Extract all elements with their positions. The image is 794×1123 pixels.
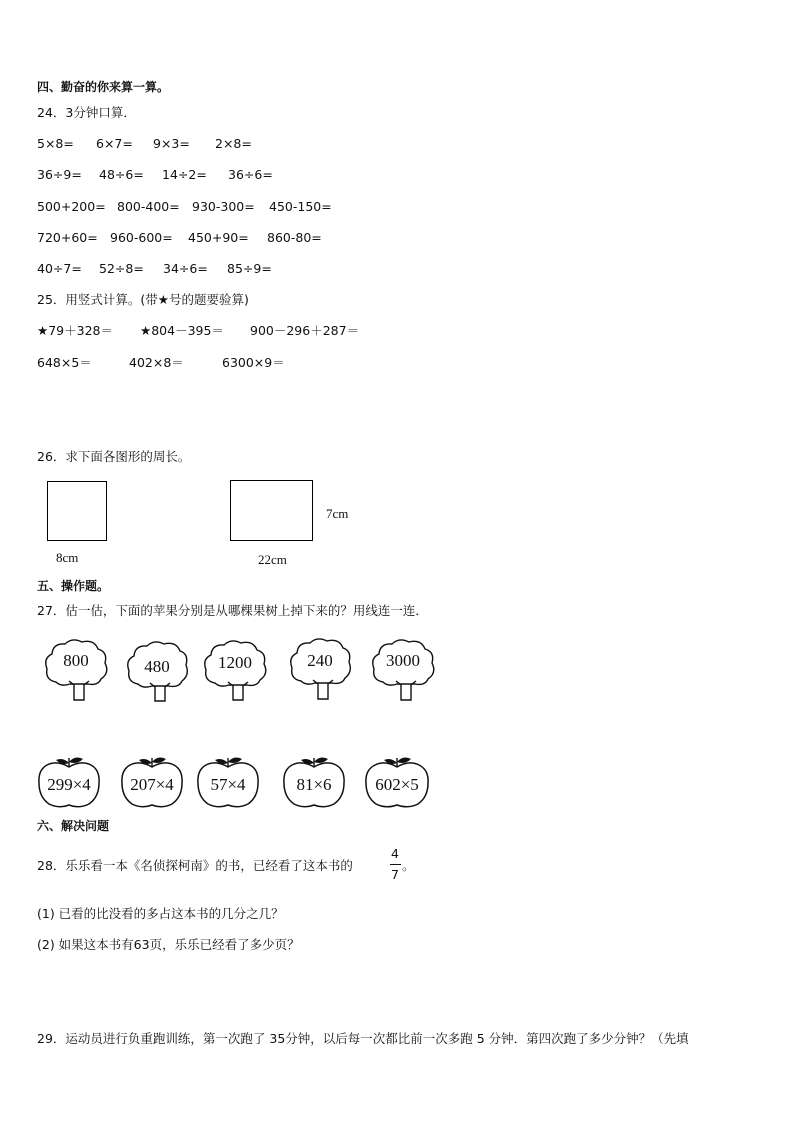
q24-item: 34÷6= [163,261,208,276]
rectangle-height-label: 7cm [326,506,349,521]
tree [42,638,110,704]
rectangle-width-label: 22cm [258,552,287,567]
apple-label: 602×5 [375,775,419,794]
q24-item: 36÷9= [37,167,82,182]
apple [282,755,346,809]
tree-label: 3000 [386,651,420,670]
q25-item: 648×5＝ [37,355,92,370]
q24-item: 6×7= [96,136,133,151]
q24-item: 14÷2= [162,167,207,182]
apple [364,755,430,809]
q24-title: 24．3分钟口算． [37,105,136,120]
tree-label: 1200 [218,653,252,672]
tree [124,640,190,704]
tree-icon [42,638,110,704]
q24-item: 860-80= [267,230,322,245]
rectangle-figure [230,480,313,541]
section-6-title: 六、解决问题 [37,819,110,833]
q25-item: ★804－395＝ [140,323,224,338]
apple-label: 207×4 [130,775,174,794]
q28-sub2: (2) 如果这本书有63页，乐乐已经看了多少页？ [37,937,300,952]
q24-item: 5×8= [37,136,74,151]
q24-item: 800-400= [117,199,180,214]
q24-item: 930-300= [192,199,255,214]
apple [196,755,260,809]
fraction-denominator: 7 [391,867,399,882]
q24-item: 2×8= [215,136,252,151]
section-4-title: 四、勤奋的你来算一算。 [37,80,170,94]
q25-item: ★79＋328＝ [37,323,113,338]
q24-item: 500+200= [37,199,106,214]
tree [201,639,269,704]
q28-sub1: (1) 已看的比没看的多占这本书的几分之几？ [37,906,284,921]
q28-title [37,858,353,874]
q24-item: 720+60= [37,230,98,245]
apple-label: 299×4 [47,775,91,794]
tree-icon [369,638,437,704]
q24-item: 85÷9= [227,261,272,276]
q27-title: 27．估一估，下面的苹果分别是从哪棵果树上掉下来的？用线连一连． [37,603,428,618]
square-side-label: 8cm [56,550,79,565]
q24-item: 960-600= [110,230,173,245]
q25-item: 402×8＝ [129,355,184,370]
q28-title-prefix: 28．乐乐看一本《名侦探柯南》的书，已经看了这本书的 [37,858,353,873]
section-5-title: 五、操作题。 [37,579,110,593]
tree-label: 800 [63,651,89,670]
tree [287,637,353,703]
q24-item: 450+90= [188,230,249,245]
q24-item: 450-150= [269,199,332,214]
apple [37,755,101,809]
apple [120,755,184,809]
q24-item: 52÷8= [99,261,144,276]
q24-item: 40÷7= [37,261,82,276]
q26-title: 26．求下面各图形的周长。 [37,449,191,464]
q24-item: 9×3= [153,136,190,151]
q25-title: 25．用竖式计算。(带★号的题要验算) [37,292,249,307]
fraction-bar [390,864,401,865]
q24-item: 36÷6= [228,167,273,182]
q29-title: 29．运动员进行负重跑训练，第一次跑了 35分钟，以后每一次都比前一次多跑 5 分钟．第四次跑了多少分钟？（先填 [37,1031,689,1046]
q24-item: 48÷6= [99,167,144,182]
square-figure [47,481,107,541]
tree-label: 240 [307,651,333,670]
q25-item: 6300×9＝ [222,355,285,370]
q25-item: 900－296＋287＝ [250,323,360,338]
tree [369,638,437,704]
q28-title-suffix: 。 [402,858,415,873]
apple-label: 81×6 [296,775,332,794]
tree-label: 480 [144,657,170,676]
fraction-numerator: 4 [391,846,399,861]
apple-label: 57×4 [210,775,246,794]
